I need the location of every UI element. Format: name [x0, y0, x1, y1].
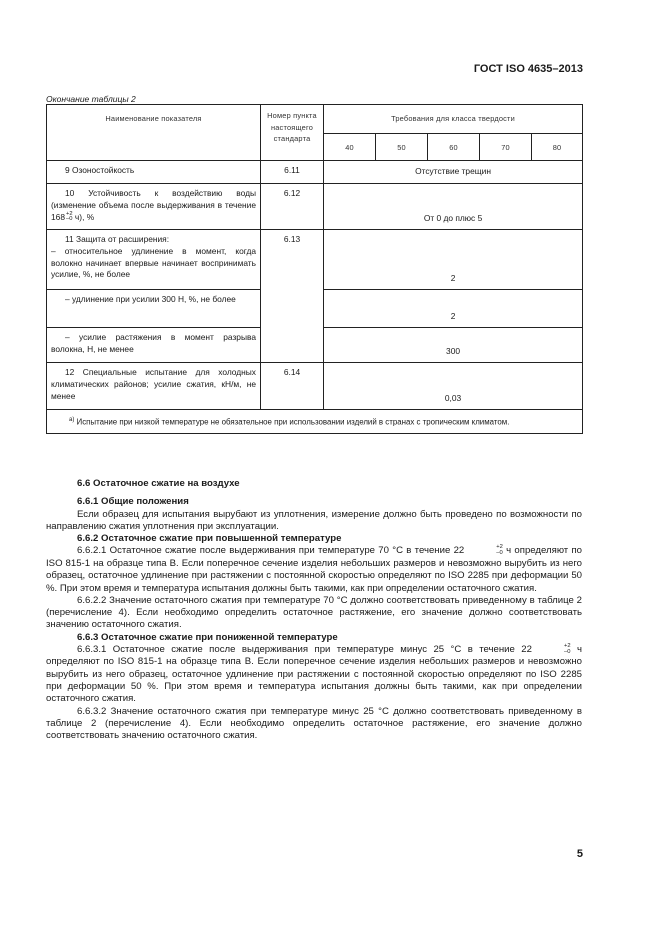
- row-expansion-name: 11 Защита от расширения: – относительное удлинение в момент, когда волокно начинает впервые начинает воспринимать усилие, %, не более: [47, 230, 261, 290]
- tolerance-superscript: +2 –0: [65, 210, 73, 223]
- document-code: ГОСТ ISO 4635–2013: [473, 63, 583, 75]
- para-6-6-2-2: 6.6.2.2 Значение остаточного сжатия при температуре 70 °С должно соответствовать приведенному в таблице 2 (перечисление 4). Если необходимо определить остаточное растяжение, его значение должно соответствовать значению остаточного сжатия.: [46, 594, 582, 631]
- heading-6-6-2: 6.6.2 Остаточное сжатие при повышенной температуре: [77, 533, 342, 545]
- row-water-clause: 6.12: [261, 184, 324, 230]
- table-row: [47, 230, 583, 290]
- header-indicator-name: Наименование показателя: [47, 105, 261, 161]
- table-footnote-row: [47, 410, 583, 434]
- table-row: [47, 161, 583, 184]
- header-class-60: 60: [428, 134, 480, 161]
- row-expansion-item-c: – усилие растяжения в момент разрыва волокна, Н, не менее: [47, 328, 261, 363]
- para-6-6-3-1: 6.6.3.1 Остаточное сжатие после выдерживания при температуре минус 25 °С в течение 22 +2 –0 ч определяют по ISO 815-1 на образце типа В. Если поперечное сечение изделия небольших размеров и невозможно вырубить из него образец, остаточное удлинение при растяжении с постоянной скоростью определяют по ISO 2285 при деформации 50 %. При этом время и температура испытания должны быть такими, как при определении остаточного сжатия.: [46, 642, 582, 705]
- row-expansion-value-c: 300: [324, 328, 583, 363]
- para-6-6-2-1: 6.6.2.1 Остаточное сжатие после выдерживания при температуре 70 °С в течение 22 +2 –0 ч определяют по ISO 815-1 на образце типа В. Если поперечное сечение изделия небольших размеров и невозможно вырубить из него образец, остаточное удлинение при растяжении с постоянной скоростью определяют по ISO 2285 при деформации 50 %. При этом время и температура испытания должны быть такими, как при определении остаточного сжатия.: [46, 544, 583, 594]
- para-6-6-3-2: 6.6.3.2 Значение остаточного сжатия при температуре минус 25 °С должно соответствовать приведенному в таблице 2 (перечисление 4). Если необходимо определить остаточное растяжение, его значение должно соответствовать значению остаточного сжатия.: [46, 705, 582, 742]
- row-cold-name: 12 Специальные испытание для холодных климатических районов; усилие сжатия, кН/м, не менее: [47, 363, 261, 410]
- header-class-80: 80: [532, 134, 583, 161]
- header-hardness-requirements: Требования для класса твердости: [324, 105, 583, 134]
- table-caption: Окончание таблицы 2: [46, 94, 136, 104]
- table-header-row: [47, 105, 583, 134]
- header-clause-number: Номер пункта настоящего стандарта: [261, 105, 324, 161]
- header-class-50: 50: [376, 134, 428, 161]
- page-number: 5: [576, 848, 583, 860]
- table-row: [47, 363, 583, 410]
- tolerance-superscript: +2 –0: [496, 544, 503, 557]
- row-expansion-clause: 6.13: [261, 230, 324, 363]
- tolerance-superscript: +2 –0: [563, 642, 571, 655]
- heading-6-6: 6.6 Остаточное сжатие на воздухе: [77, 478, 240, 489]
- requirements-table: [46, 104, 583, 434]
- row-ozone-clause: 6.11: [261, 161, 324, 184]
- table-row: [47, 184, 583, 230]
- section-6-6: [46, 478, 582, 742]
- row-cold-value: 0,03: [324, 363, 583, 410]
- table-footnote: $^{а)}$ Испытание при низкой температуре не обязательное при использовании изделий в странах с тропическим климатом.: [47, 410, 583, 434]
- heading-6-6-1: 6.6.1 Общие положения: [77, 496, 189, 508]
- row-ozone-value: Отсутствие трещин: [324, 161, 583, 184]
- para-6-6-1: Если образец для испытания вырубают из уплотнения, измерение должно быть проведено по возможности по направлению сжатия уплотнения при эксплуатации.: [46, 508, 582, 532]
- row-ozone-name: 9 Озоностойкость: [47, 161, 261, 184]
- row-cold-clause: 6.14: [261, 363, 324, 410]
- row-expansion-item-b: – удлинение при усилии 300 Н, %, не более: [47, 290, 261, 328]
- row-expansion-value-a: 2: [324, 230, 583, 290]
- header-class-40: 40: [324, 134, 376, 161]
- row-water-name: 10 Устойчивость к воздействию воды (изменение объема после выдерживания в течение 168 +2 –0 ч), %: [47, 184, 261, 230]
- header-class-70: 70: [480, 134, 532, 161]
- row-water-value: От 0 до плюс 5: [324, 184, 583, 230]
- heading-6-6-3: 6.6.3 Остаточное сжатие при пониженной температуре: [77, 631, 338, 643]
- row-expansion-value-b: 2: [324, 290, 583, 328]
